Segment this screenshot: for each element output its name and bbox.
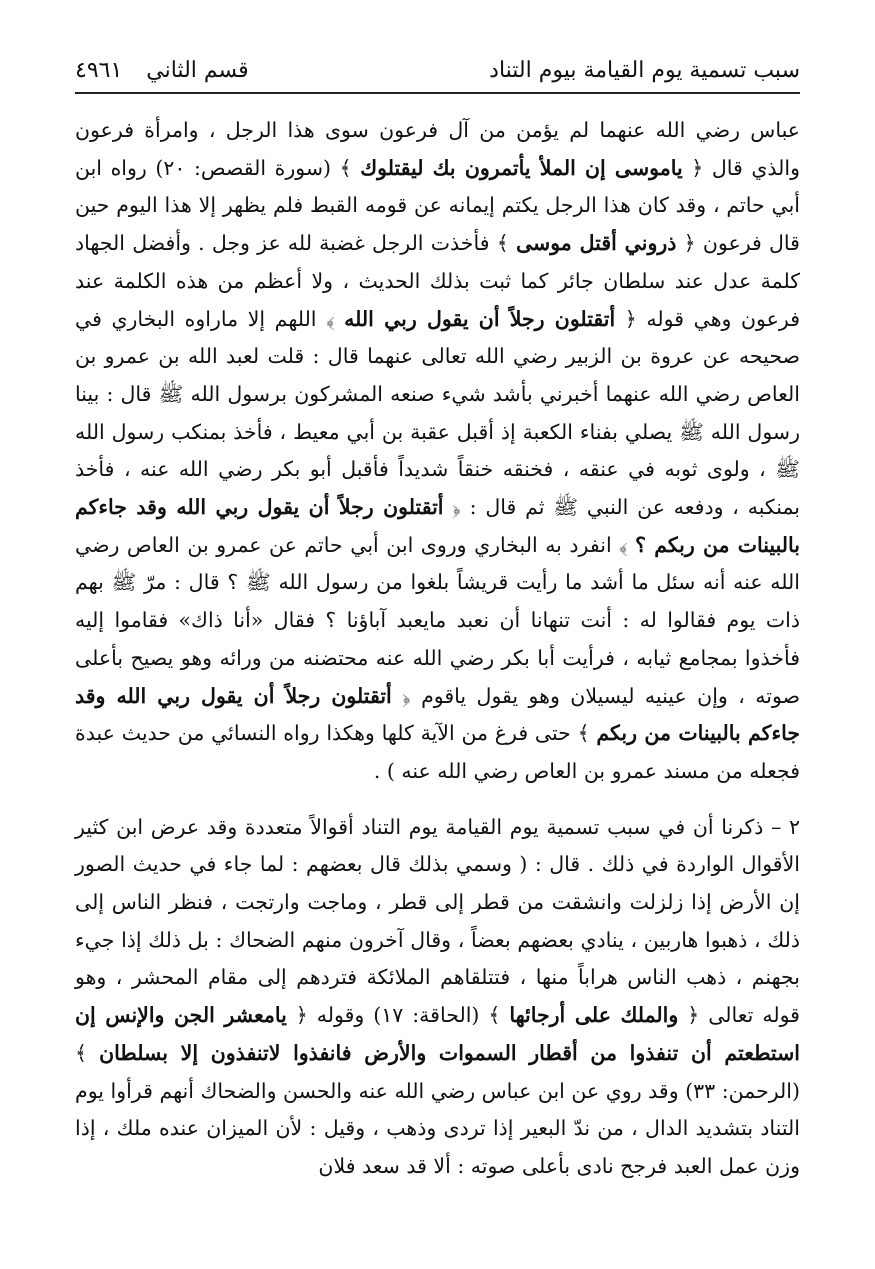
- paragraph: [75, 809, 800, 1186]
- quran-quote: أتقتلون رجلاً أن يقول ربي الله وقد جاءكم بالبينات من ربكم: [75, 683, 800, 746]
- text-run: ﴾ فأخذت الرجل غضبة لله عز وجل . وأفضل الجهاد كلمة عدل عند سلطان جائر كما ثبت بذلك الحديث ، ولا أعظم من هذه الكلمة عند فرعون وهي قوله ﴿: [75, 231, 800, 331]
- quran-quote: ياموسى إن الملأ يأتمرون بك ليقتلوك: [360, 155, 683, 180]
- page-header: [75, 52, 800, 88]
- quran-quote: أتقتلون رجلاً أن يقول ربي الله: [344, 306, 616, 331]
- text-run: ﴾ (سورة القصص: ٢٠) رواه ابن أبي حاتم ، وقد كان هذا الرجل يكتم إيمانه عن قومه القبط فلم يظهر إلا هذا اليوم حين قال فرعون ﴿: [75, 155, 800, 256]
- quran-quote: أتقتلون رجلاً أن يقول ربي الله وقد جاءكم بالبينات من ربكم ؟: [75, 495, 801, 557]
- text-run: ﴾ اللهم إلا ماراوه البخاري في صحيحه عن عروة بن الزبير رضي الله تعالى عنهما قال : قلت لعبد الله بن عمرو بن العاص رضي الله عنهما أخبرني بأشد شيء صنعه المشركون برسول الله ﷺ قال : بينا رسول الله ﷺ يصلي بفناء الكعبة إذ أقبل عقبة بن أبي معيط ، فأخذ بمنكب رسول الله ﷺ ، ولوى ثوبه في عنقه ، فخنقه خنقاً شديداً فأقبل أبو بكر رضي الله عنه ، فأخذ بمنكبه ، ودفعه عن النبي ﷺ ثم قال : ﴿: [75, 306, 800, 520]
- running-title: سبب تسمية يوم القيامة بيوم التناد: [489, 57, 800, 83]
- section-label: قسم الثاني: [146, 57, 249, 83]
- page-number: ٤٩٦١: [75, 57, 123, 83]
- paragraph: [75, 112, 800, 791]
- quran-quote: يامعشر الجن والإنس إن استطعتم أن تنفذوا من أقطار السموات والأرض فانفذوا لاتنفذون إلا بسلطان: [75, 1003, 800, 1065]
- header-divider: [75, 92, 800, 94]
- text-run: ﴾ حتى فرغ من الآية كلها وهكذا رواه النسائي من حديث عبدة فجعله من مسند عمرو بن العاص رضي الله عنه ) .: [75, 721, 800, 783]
- text-run: عباس رضي الله عنهما لم يؤمن من آل فرعون سوى هذا الرجل ، وامرأة فرعون والذي قال ﴿: [75, 118, 801, 180]
- header-left-group: [75, 58, 249, 83]
- text-run: ٢ – ذكرنا أن في سبب تسمية يوم القيامة يوم التناد أقوالاً متعددة وقد عرض ابن كثير الأقوال الواردة في ذلك . قال : ( وسمي بذلك قال بعضهم : لما جاء في حديث الصور إن الأرض إذا زلزلت وانشقت من قطر إلى قطر ، وماجت وارتجت ، فنظر الناس إلى ذلك ، ذهبوا هاربين ، ينادي بعضهم بعضاً ، وقال آخرون منهم الضحاك : بل ذلك إذا جيء بجهنم ، ذهب الناس هراباً منها ، فتتلقاهم الملائكة فتردهم إلى مقام المحشر ، وهو قوله تعالى ﴿: [75, 814, 800, 1028]
- quran-quote: والملك على أرجائها: [509, 1003, 679, 1028]
- text-run: ﴾ انفرد به البخاري وروى ابن أبي حاتم عن عمرو بن العاص رضي الله عنه أنه سئل ما أشد ما رأيت قريشاً بلغوا من رسول الله ﷺ ؟ قال : مرّ ﷺ بهم ذات يوم فقالوا له : أنت تنهانا أن نعبد مايعبد آباؤنا ؟ فقال «أنا ذاك» فقاموا إليه فأخذوا بمجامع ثيابه ، فرأيت أبا بكر رضي الله عنه محتضنه من ورائه وهو يصيح بأعلى صوته ، وإن عينيه ليسيلان وهو يقول ياقوم ﴿: [75, 532, 801, 708]
- text-run: ﴾ (الرحمن: ٣٣) وقد روي عن ابن عباس رضي الله عنه والحسن والضحاك أنهم قرأوا يوم التناد بتشديد الدال ، من ندّ البعير إذا تردى وذهب ، وقيل : لأن الميزان عنده ملك ، إذا وزن عمل العبد فرجح نادى بأعلى صوته : ألا قد سعد فلان: [75, 1040, 800, 1178]
- text-run: ﴾ (الحاقة: ١٧) وقوله ﴿: [286, 1003, 510, 1028]
- page-body: [75, 112, 800, 1186]
- quran-quote: ذروني أقتل موسى: [515, 231, 677, 256]
